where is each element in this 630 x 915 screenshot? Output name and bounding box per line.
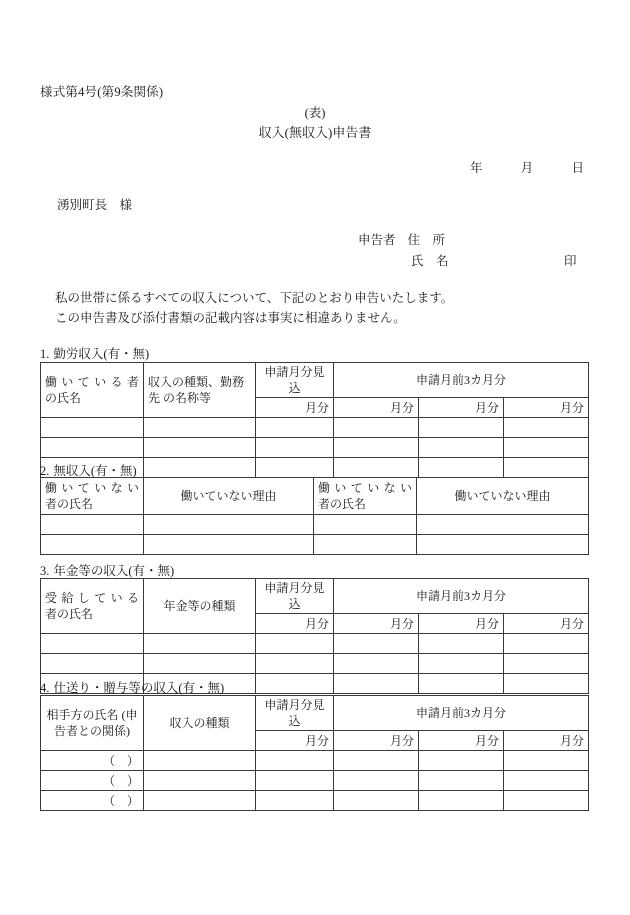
cell-month-2[interactable] <box>419 654 504 674</box>
table-row[interactable] <box>41 634 589 654</box>
declarant-block <box>358 230 449 272</box>
table-remittance-gift-income <box>40 695 589 811</box>
subheader-month-2: 月分 <box>419 398 504 418</box>
cell-income-type[interactable] <box>144 418 256 438</box>
document-title: 収入(無収入)申告書 <box>258 125 372 140</box>
subheader-month-2: 月分 <box>419 731 504 751</box>
cell-estimate[interactable] <box>256 458 334 478</box>
header-nonworker-name-2: 働いていない 者の氏名 <box>314 478 417 515</box>
cell-month-3[interactable] <box>504 771 589 791</box>
date-line <box>470 158 584 176</box>
cell-estimate[interactable] <box>256 751 334 771</box>
subheader-month-estimate: 月分 <box>256 731 334 751</box>
cell-counterparty-relation[interactable]: （ ） <box>41 791 144 811</box>
subheader-month-1: 月分 <box>334 398 419 418</box>
cell-estimate[interactable] <box>256 438 334 458</box>
cell-month-2[interactable] <box>419 418 504 438</box>
subheader-month-1: 月分 <box>334 614 419 634</box>
subheader-month-3: 月分 <box>504 614 589 634</box>
table-row[interactable] <box>41 438 589 458</box>
cell-month-3[interactable] <box>504 654 589 674</box>
cell-month-2[interactable] <box>419 751 504 771</box>
cell-worker-name[interactable] <box>41 418 144 438</box>
table-row[interactable] <box>41 515 589 535</box>
cell-month-3[interactable] <box>504 418 589 438</box>
section-2-label: 無収入(有・無) <box>53 464 137 478</box>
declarant-address-row <box>358 230 449 251</box>
cell-month-1[interactable] <box>334 438 419 458</box>
cell-nonworker-name-1[interactable] <box>41 515 144 535</box>
cell-reason-1[interactable] <box>144 515 314 535</box>
table-row[interactable] <box>41 654 589 674</box>
cell-month-1[interactable] <box>334 791 419 811</box>
table-row[interactable] <box>41 535 589 555</box>
section-3-label: 年金等の収入(有・無) <box>53 564 175 578</box>
statement-line-2: この申告書及び添付書類の記載内容は事実に相違ありません。 <box>55 311 406 325</box>
form-number: 様式第4号(第9条関係) <box>40 85 164 99</box>
cell-month-3[interactable] <box>504 751 589 771</box>
cell-nonworker-name-2[interactable] <box>314 535 417 555</box>
cell-income-type[interactable] <box>144 438 256 458</box>
cell-month-1[interactable] <box>334 674 419 694</box>
cell-estimate[interactable] <box>256 674 334 694</box>
cell-month-2[interactable] <box>419 438 504 458</box>
header-recipient-name: 受給している 者の氏名 <box>41 579 144 634</box>
name-label: 氏 名 <box>411 254 449 268</box>
table-header-row <box>41 696 589 731</box>
statement-line-1: 私の世帯に係るすべての収入について、下記のとおり申告いたします。 <box>55 291 454 305</box>
table-pension-income <box>40 578 589 694</box>
header-income-type-workplace: 収入の種類、勤務先 の名称等 <box>144 363 256 418</box>
cell-month-2[interactable] <box>419 634 504 654</box>
cell-income-type[interactable] <box>144 771 256 791</box>
header-counterparty-name: 相手方の氏名 (申告者との関係) <box>41 696 144 751</box>
table-header-row <box>41 363 589 398</box>
declarant-label: 申告者 <box>358 233 396 247</box>
cell-month-1[interactable] <box>334 654 419 674</box>
cell-estimate[interactable] <box>256 791 334 811</box>
cell-estimate[interactable] <box>256 634 334 654</box>
cell-income-type[interactable] <box>144 458 256 478</box>
subheader-month-estimate: 月分 <box>256 398 334 418</box>
subheader-month-3: 月分 <box>504 731 589 751</box>
cell-estimate[interactable] <box>256 654 334 674</box>
cell-month-1[interactable] <box>334 751 419 771</box>
cell-month-3[interactable] <box>504 634 589 654</box>
table-row[interactable] <box>41 418 589 438</box>
address-label: 住 所 <box>407 233 446 247</box>
header-income-type: 収入の種類 <box>144 696 256 751</box>
cell-estimate[interactable] <box>256 418 334 438</box>
cell-reason-1[interactable] <box>144 535 314 555</box>
table-header-row <box>41 478 589 515</box>
section-1-number: 1. <box>40 347 50 361</box>
addressee: 湧別町長 様 <box>57 198 133 212</box>
cell-income-type[interactable] <box>144 751 256 771</box>
cell-month-2[interactable] <box>419 458 504 478</box>
cell-month-2[interactable] <box>419 771 504 791</box>
header-nonworker-name-1: 働いていない 者の氏名 <box>41 478 144 515</box>
cell-estimate[interactable] <box>256 771 334 791</box>
cell-month-3[interactable] <box>504 674 589 694</box>
cell-reason-2[interactable] <box>417 535 589 555</box>
section-1-title <box>40 344 149 362</box>
section-4-title <box>40 678 224 696</box>
cell-recipient-name[interactable] <box>41 654 144 674</box>
subheader-month-2: 月分 <box>419 614 504 634</box>
subheader-month-1: 月分 <box>334 731 419 751</box>
header-prior-3-months: 申請月前3カ月分 <box>334 579 589 614</box>
header-reason-2: 働いていない理由 <box>417 478 589 515</box>
cell-month-1[interactable] <box>334 458 419 478</box>
cell-pension-type[interactable] <box>144 654 256 674</box>
cell-month-1[interactable] <box>334 634 419 654</box>
cell-nonworker-name-2[interactable] <box>314 515 417 535</box>
table-header-row <box>41 579 589 614</box>
cell-month-3[interactable] <box>504 791 589 811</box>
cell-month-3[interactable] <box>504 438 589 458</box>
header-estimate: 申請月分見込 <box>256 696 334 731</box>
subheader-month-estimate: 月分 <box>256 614 334 634</box>
cell-reason-2[interactable] <box>417 515 589 535</box>
date-year-label: 年 <box>470 161 483 175</box>
section-2-number: 2. <box>40 464 50 478</box>
subheader-month-3: 月分 <box>504 398 589 418</box>
date-day-label: 日 <box>571 161 585 175</box>
section-3-number: 3. <box>40 564 50 578</box>
cell-recipient-name[interactable] <box>41 634 144 654</box>
cell-month-2[interactable] <box>419 791 504 811</box>
declarant-name-row <box>358 251 449 272</box>
table-row[interactable] <box>41 791 589 811</box>
header-prior-3-months: 申請月前3カ月分 <box>334 363 589 398</box>
table-no-income <box>40 477 589 555</box>
seal-mark: 印 <box>564 254 577 268</box>
table-row[interactable] <box>41 771 589 791</box>
cell-worker-name[interactable] <box>41 438 144 458</box>
cell-counterparty-relation[interactable]: （ ） <box>41 751 144 771</box>
header-pension-type: 年金等の種類 <box>144 579 256 634</box>
cell-month-1[interactable] <box>334 418 419 438</box>
cell-pension-type[interactable] <box>144 634 256 654</box>
cell-nonworker-name-1[interactable] <box>41 535 144 555</box>
header-worker-name: 働いている者 の氏名 <box>41 363 144 418</box>
cell-month-1[interactable] <box>334 771 419 791</box>
section-1-label: 勤労収入(有・無) <box>53 347 150 361</box>
cell-month-2[interactable] <box>419 674 504 694</box>
section-3-title <box>40 561 174 579</box>
cell-counterparty-relation[interactable]: （ ） <box>41 771 144 791</box>
header-prior-3-months: 申請月前3カ月分 <box>334 696 589 731</box>
cell-income-type[interactable] <box>144 791 256 811</box>
header-estimate: 申請月分見込 <box>256 579 334 614</box>
date-month-label: 月 <box>520 161 534 175</box>
cell-month-3[interactable] <box>504 458 589 478</box>
declaration-statement <box>55 288 453 328</box>
header-estimate: 申請月分見込 <box>256 363 334 398</box>
table-row[interactable] <box>41 751 589 771</box>
side-label: (表) <box>304 106 326 120</box>
section-4-label: 仕送り・贈与等の収入(有・無) <box>53 681 225 695</box>
header-reason-1: 働いていない理由 <box>144 478 314 515</box>
section-4-number: 4. <box>40 681 50 695</box>
